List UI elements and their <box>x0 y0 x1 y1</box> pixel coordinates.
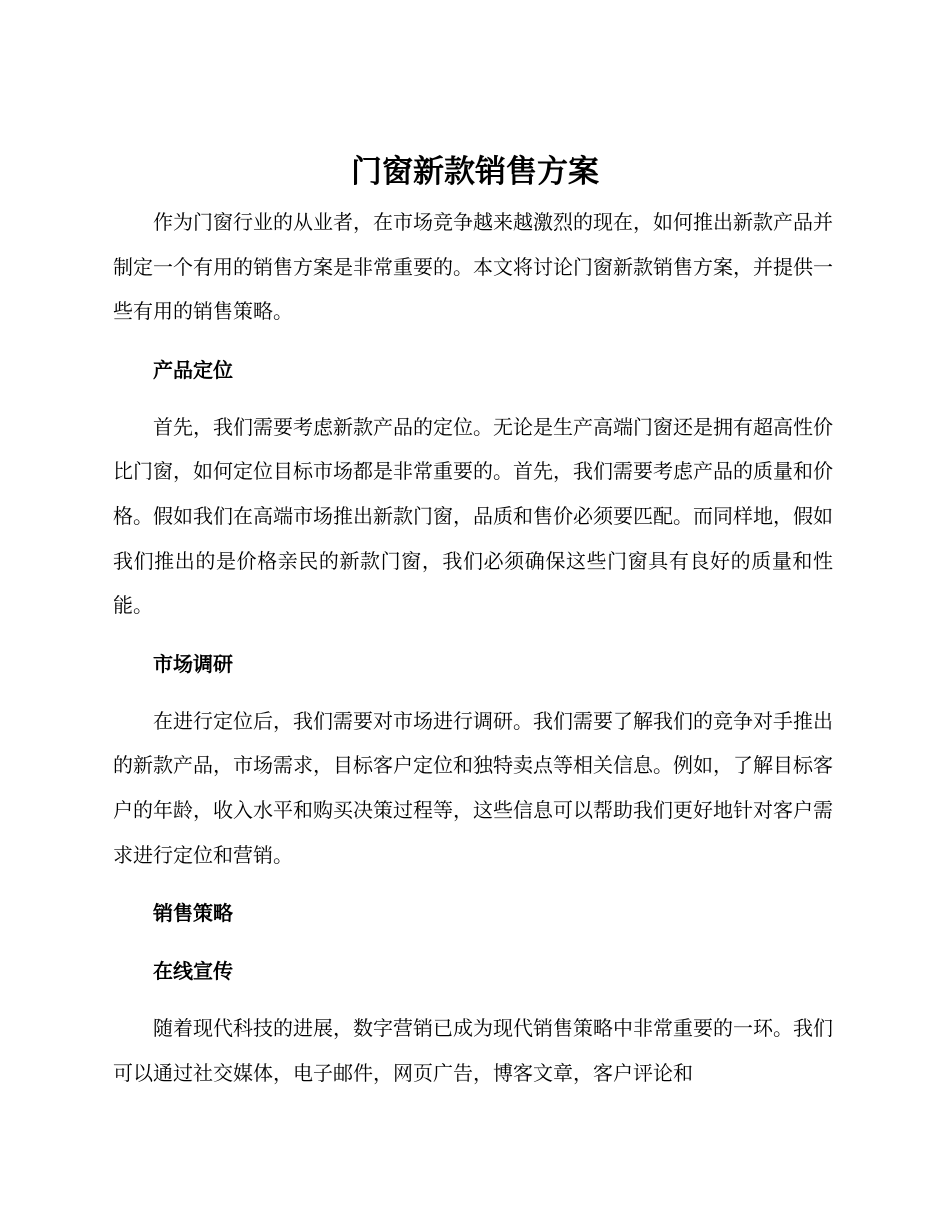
section-heading-market-research: 市场调研 <box>153 651 233 676</box>
section-paragraph-product-positioning: 首先，我们需要考虑新款产品的定位。无论是生产高端门窗还是拥有超高性价比门窗，如何定位目标市场都是非常重要的。首先，我们需要考虑产品的质量和价格。假如我们在高端市场推出新款门窗，品质和售价必须要匹配。而同样地，假如我们推出的是价格亲民的新款门窗，我们必须确保这些门窗具有良好的质量和性能。 <box>113 414 833 618</box>
section-heading-sales-strategy: 销售策略 <box>153 901 233 926</box>
section-paragraph-market-research: 在进行定位后，我们需要对市场进行调研。我们需要了解我们的竞争对手推出的新款产品，市场需求，目标客户定位和独特卖点等相关信息。例如，了解目标客户的年龄，收入水平和购买决策过程等，这些信息可以帮助我们更好地针对客户需求进行定位和营销。 <box>113 708 833 867</box>
section-heading-product-positioning: 产品定位 <box>153 357 233 382</box>
section-heading-online-promotion: 在线宣传 <box>153 959 233 984</box>
document-body <box>113 200 833 1095</box>
intro-paragraph: 作为门窗行业的从业者，在市场竞争越来越激烈的现在，如何推出新款产品并制定一个有用的销售方案是非常重要的。本文将讨论门窗新款销售方案，并提供一些有用的销售策略。 <box>113 210 833 324</box>
document-title: 门窗新款销售方案 <box>351 154 599 190</box>
section-paragraph-online-promotion: 随着现代科技的进展，数字营销已成为现代销售策略中非常重要的一环。我们可以通过社交媒体，电子邮件，网页广告，博客文章，客户评论和 <box>113 1016 833 1085</box>
